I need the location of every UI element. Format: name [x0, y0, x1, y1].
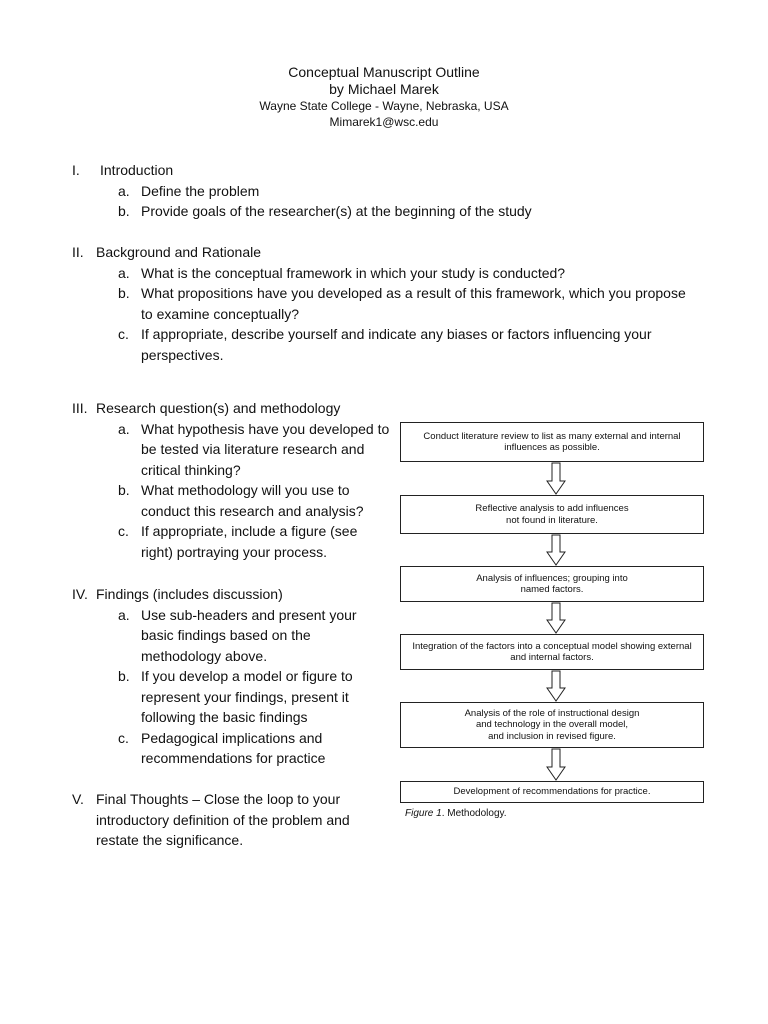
item-letter: a.: [118, 182, 130, 199]
section-heading: Research question(s) and methodology: [96, 400, 341, 416]
flow-step: [400, 422, 704, 462]
flow-step: [400, 495, 704, 534]
flow-step-text: Analysis of the role of instructional design and technology in the overall model, and inclusion in revised figure.: [464, 707, 640, 742]
item-letter: b.: [118, 482, 130, 498]
document-header: [0, 64, 768, 130]
item-text: Use sub-headers and present your basic findings based on the methodology above.: [141, 606, 357, 664]
list-item: [72, 521, 390, 562]
flow-step-text: Conduct literature review to list as many external and internal influences as possible.: [423, 430, 681, 453]
item-text: If appropriate, include a figure (see right) portraying your process.: [141, 523, 358, 560]
item-text: What propositions have you developed as a result of this framework, which you propose to examine conceptually?: [141, 285, 686, 322]
flow-step-text: Analysis of influences; grouping into named factors.: [476, 572, 628, 595]
flow-step-text: Development of recommendations for practice.: [453, 786, 651, 798]
section-research-methodology: [72, 398, 390, 562]
item-text: What hypothesis have you developed to be tested via literature research and critical thinking?: [141, 420, 390, 478]
section-heading: Findings (includes discussion): [96, 586, 283, 602]
list-item: [72, 283, 697, 324]
section-introduction: [72, 160, 712, 222]
item-text: Pedagogical implications and recommendations for practice: [141, 729, 326, 766]
item-text: What methodology will you use to conduct this research and analysis?: [141, 482, 364, 519]
flow-step: [400, 702, 704, 748]
item-letter: a.: [118, 264, 130, 281]
down-arrow-icon: [546, 602, 566, 634]
document-title: Conceptual Manuscript Outline: [288, 64, 480, 80]
section-heading: Final Thoughts – Close the loop to your introductory definition of the problem and restate the significance.: [96, 791, 350, 848]
figure-caption-text: . Methodology.: [441, 808, 507, 819]
item-letter: b.: [118, 668, 130, 684]
down-arrow-icon: [546, 670, 566, 702]
section-number: III.: [72, 400, 88, 416]
list-item: [72, 666, 380, 728]
figure-label: Figure 1: [405, 808, 442, 819]
section-heading: Background and Rationale: [96, 244, 262, 260]
section-final-thoughts: [72, 789, 382, 851]
flow-step-text: Reflective analysis to add influences not found in literature.: [475, 503, 629, 526]
flow-step-text: Integration of the factors into a conceptual model showing external and internal factors.: [412, 640, 692, 663]
list-item: [72, 419, 390, 481]
section-number: II.: [72, 244, 84, 260]
section-heading: Introduction: [100, 162, 174, 178]
item-text: Provide goals of the researcher(s) at the beginning of the study: [141, 203, 532, 219]
list-item: [72, 263, 697, 284]
list-item: [72, 480, 390, 521]
item-letter: a.: [118, 420, 130, 437]
item-text: If you develop a model or figure to represent your findings, present it following the basic findings: [141, 668, 353, 725]
list-item: [72, 181, 712, 202]
section-number: V.: [72, 791, 84, 807]
item-text: Define the problem: [141, 182, 260, 199]
section-number: I.: [72, 162, 80, 178]
section-background: [72, 242, 697, 365]
item-letter: b.: [118, 285, 130, 301]
down-arrow-icon: [546, 534, 566, 566]
section-number: IV.: [72, 586, 88, 602]
list-item: [72, 605, 380, 667]
item-letter: c.: [118, 523, 129, 539]
section-findings: [72, 584, 380, 769]
item-letter: c.: [118, 729, 129, 746]
author-email: Mimarek1@wsc.edu: [329, 115, 439, 129]
flow-step: [400, 781, 704, 803]
author-institution: Wayne State College - Wayne, Nebraska, USA: [259, 99, 509, 113]
figure-caption: [405, 807, 507, 820]
list-item: [72, 201, 712, 222]
item-text: What is the conceptual framework in which your study is conducted?: [141, 264, 566, 281]
down-arrow-icon: [546, 748, 566, 781]
item-letter: c.: [118, 326, 129, 342]
down-arrow-icon: [546, 462, 566, 495]
item-letter: b.: [118, 203, 130, 219]
document-author: by Michael Marek: [329, 81, 439, 97]
flow-step: [400, 566, 704, 602]
list-item: [72, 324, 697, 365]
item-letter: a.: [118, 606, 130, 623]
flow-step: [400, 634, 704, 670]
item-text: If appropriate, describe yourself and indicate any biases or factors influencing your perspectives.: [141, 326, 652, 363]
list-item: [72, 728, 380, 769]
